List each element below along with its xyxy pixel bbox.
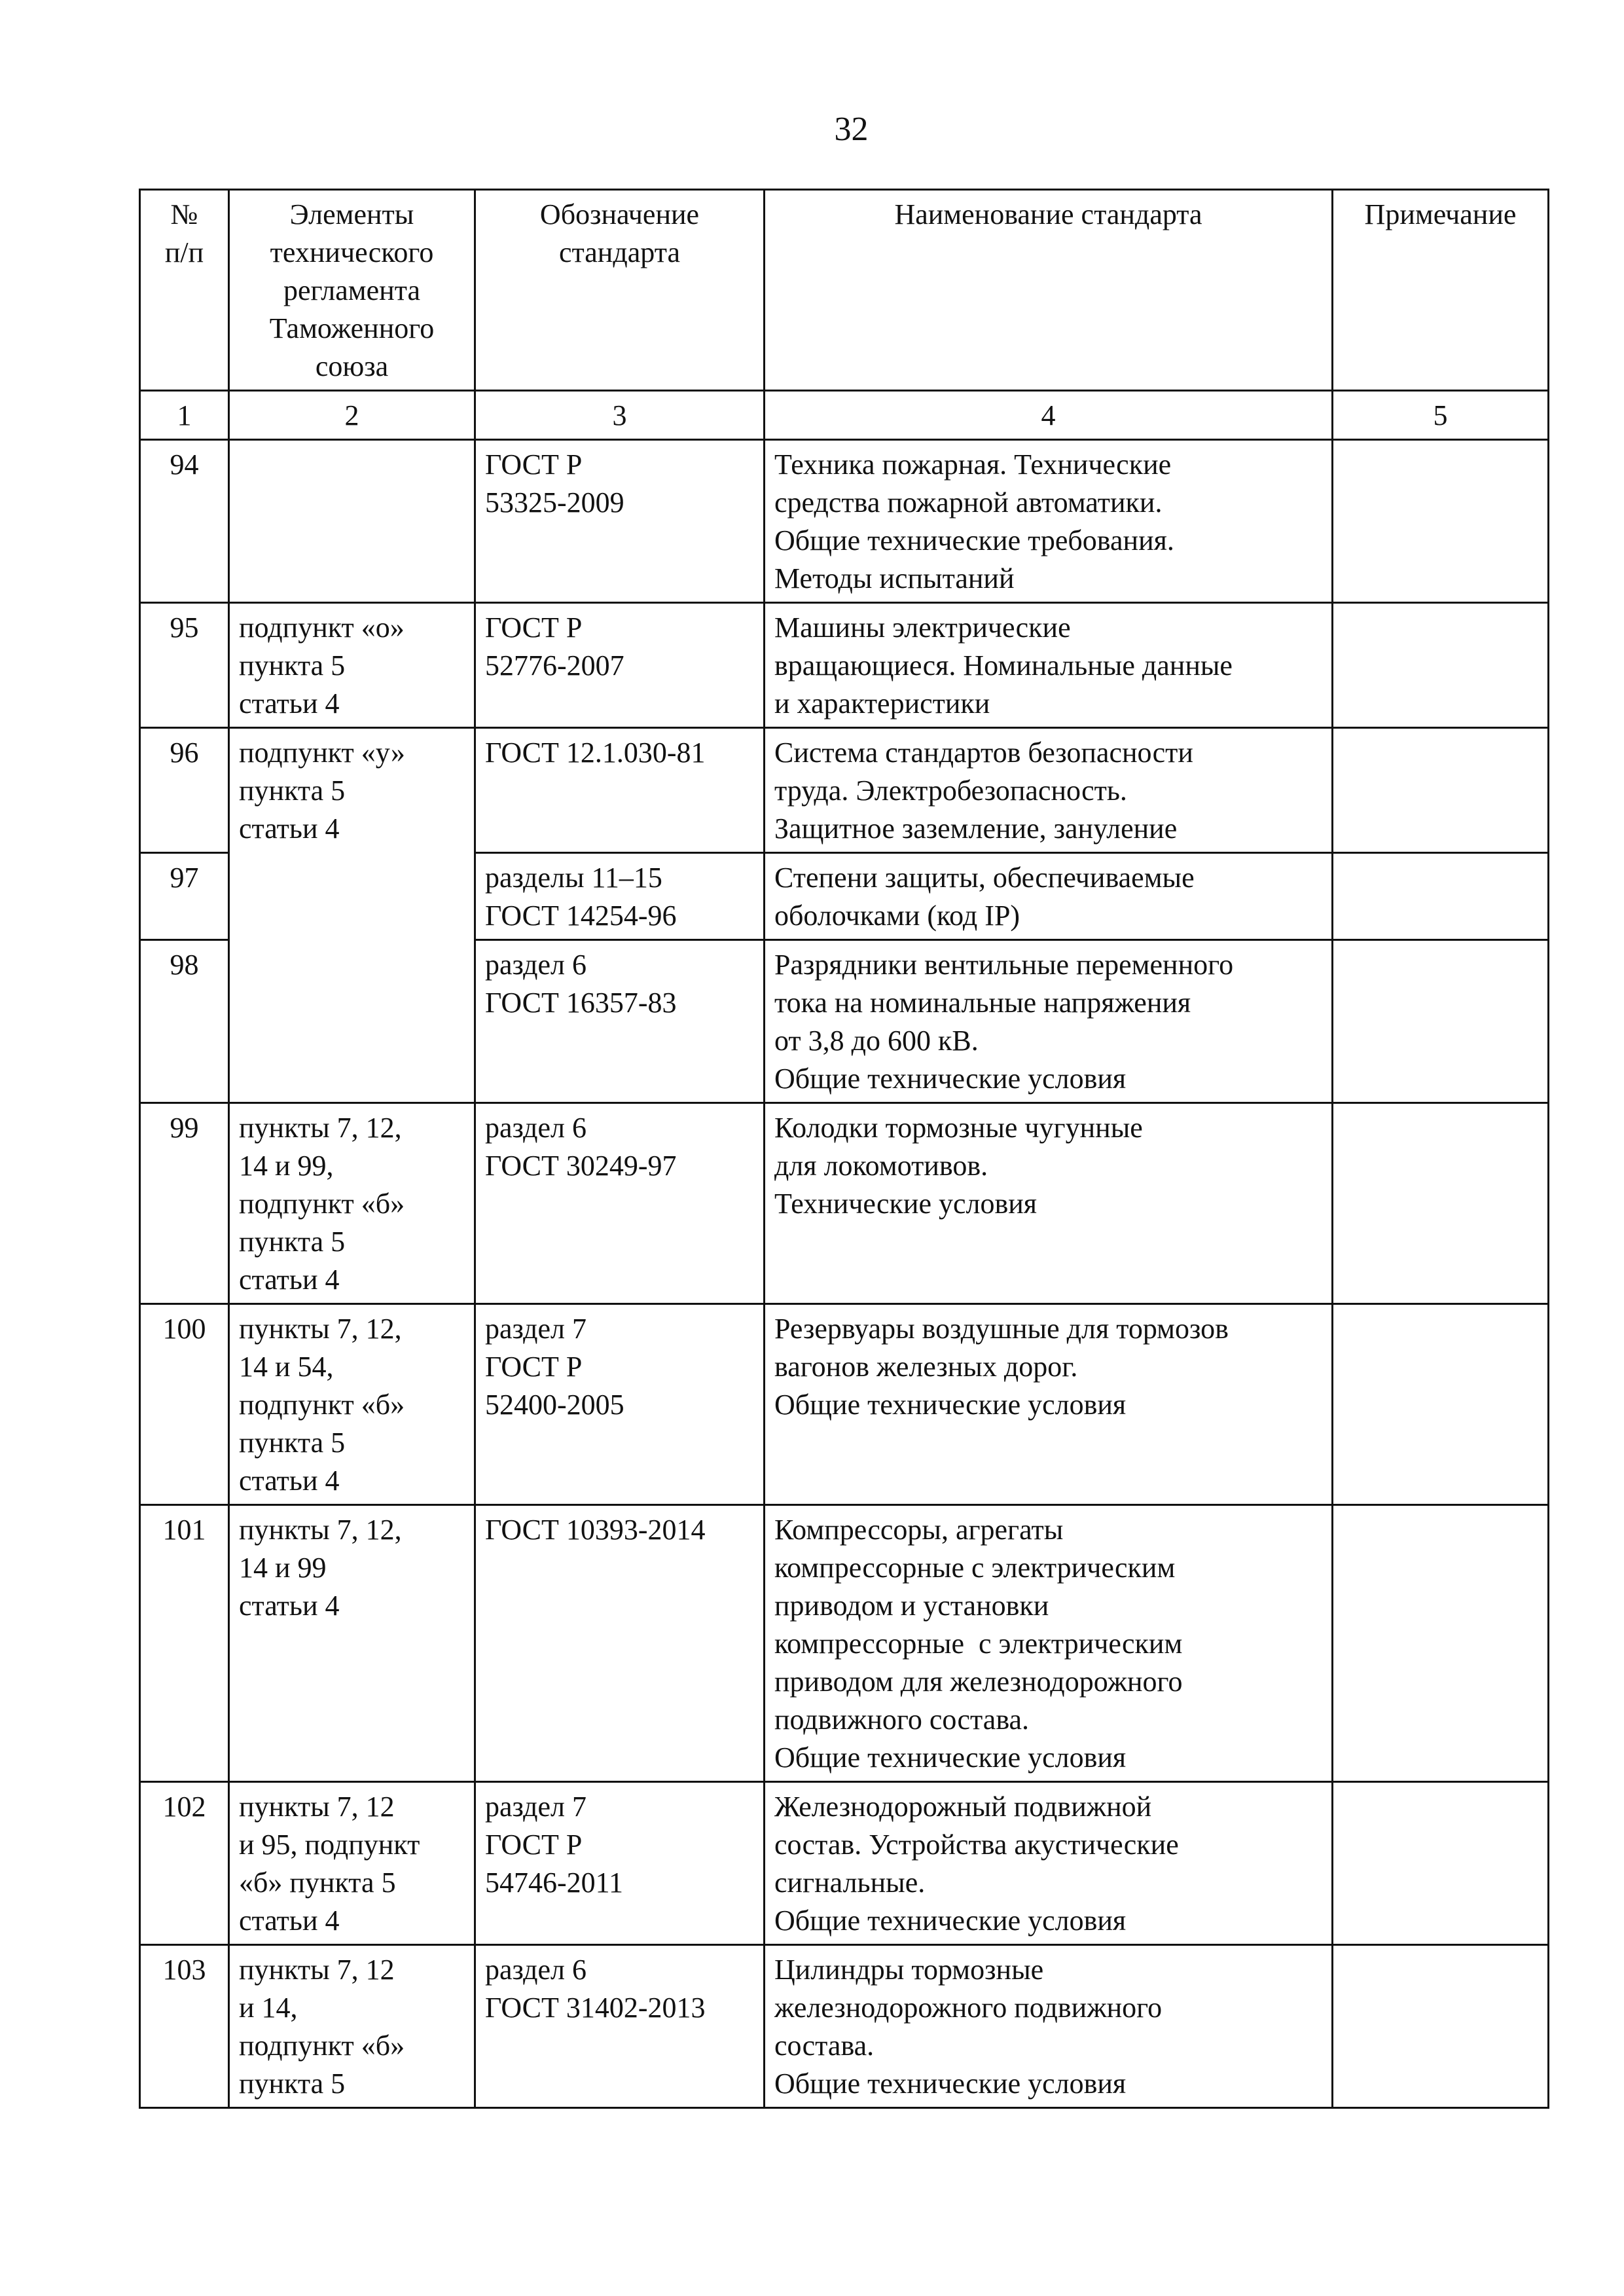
cell-line: оболочками (код IP): [774, 900, 1020, 932]
cell-line: статьи 4: [239, 812, 340, 845]
cell-line: Машины электрические: [774, 611, 1071, 644]
header-text: союза: [315, 350, 389, 382]
table-row: [140, 603, 1549, 728]
row-designation: [475, 1304, 765, 1505]
cell-line: пункта 5: [239, 2068, 346, 2100]
cell-line: раздел 6: [485, 1112, 586, 1144]
column-number-row: [140, 391, 1549, 440]
column-number: 3: [475, 391, 765, 440]
row-number: 96: [140, 728, 229, 853]
row-elements: [229, 1782, 475, 1945]
row-note: [1333, 940, 1549, 1103]
cell-line: подпункт «у»: [239, 737, 405, 769]
table-row: [140, 1782, 1549, 1945]
table-row: [140, 1103, 1549, 1304]
row-elements: [229, 1505, 475, 1782]
row-designation: [475, 1505, 765, 1782]
row-standard-name: [765, 1945, 1333, 2108]
row-designation: [475, 1103, 765, 1304]
cell-line: Техника пожарная. Технические: [774, 448, 1172, 481]
header-elements: [229, 190, 475, 391]
row-note: [1333, 603, 1549, 728]
header-note: [1333, 190, 1549, 391]
row-standard-name: [765, 1103, 1333, 1304]
cell-line: приводом и установки: [774, 1590, 1049, 1622]
cell-line: статьи 4: [239, 1590, 340, 1622]
cell-line: 53325-2009: [485, 486, 624, 519]
cell-line: подпункт «о»: [239, 611, 405, 644]
header-text: регламента: [283, 274, 421, 306]
header-number: [140, 190, 229, 391]
cell-line: Общие технические условия: [774, 1741, 1127, 1774]
cell-line: раздел 7: [485, 1791, 586, 1823]
row-elements: [229, 440, 475, 603]
cell-line: 14 и 99: [239, 1552, 327, 1584]
cell-line: Общие технические условия: [774, 1063, 1127, 1095]
cell-line: состав. Устройства акустические: [774, 1829, 1179, 1861]
row-number: 98: [140, 940, 229, 1103]
table-row: [140, 728, 1549, 853]
row-standard-name: [765, 940, 1333, 1103]
header-text: стандарта: [558, 236, 680, 268]
header-text: Элементы: [289, 198, 414, 230]
row-standard-name: [765, 728, 1333, 853]
row-note: [1333, 1782, 1549, 1945]
header-text: Таможенного: [269, 312, 435, 344]
cell-line: 54746-2011: [485, 1867, 624, 1899]
row-number: 100: [140, 1304, 229, 1505]
cell-line: ГОСТ Р: [485, 611, 583, 644]
row-designation: [475, 1945, 765, 2108]
cell-line: подпункт «б»: [239, 1188, 405, 1220]
cell-line: Система стандартов безопасности: [774, 737, 1193, 769]
cell-line: подпункт «б»: [239, 2030, 405, 2062]
cell-line: 52400-2005: [485, 1389, 624, 1421]
cell-line: пункта 5: [239, 649, 346, 682]
header-text: п/п: [164, 236, 204, 268]
row-elements: [229, 728, 475, 1103]
cell-line: раздел 6: [485, 1954, 586, 1986]
cell-line: ГОСТ Р: [485, 1351, 583, 1383]
row-elements: [229, 1103, 475, 1304]
row-note: [1333, 728, 1549, 853]
cell-line: вагонов железных дорог.: [774, 1351, 1078, 1383]
cell-line: пункта 5: [239, 774, 346, 807]
cell-line: компрессорные с электрическим: [774, 1552, 1176, 1584]
cell-line: разделы 11–15: [485, 862, 662, 894]
cell-line: Степени защиты, обеспечиваемые: [774, 862, 1195, 894]
cell-line: 52776-2007: [485, 649, 624, 682]
cell-line: ГОСТ 14254-96: [485, 900, 677, 932]
row-number: 101: [140, 1505, 229, 1782]
table-row: [140, 440, 1549, 603]
header-row: [140, 190, 1549, 391]
cell-line: пункта 5: [239, 1427, 346, 1459]
table-row: [140, 1304, 1549, 1505]
cell-line: подвижного состава.: [774, 1704, 1030, 1736]
cell-line: ГОСТ 16357-83: [485, 987, 677, 1019]
row-designation: [475, 1782, 765, 1945]
cell-line: Общие технические условия: [774, 1904, 1127, 1937]
table-row: [140, 1945, 1549, 2108]
cell-line: тока на номинальные напряжения: [774, 987, 1191, 1019]
cell-line: пункта 5: [239, 1226, 346, 1258]
row-designation: [475, 728, 765, 853]
cell-line: ГОСТ 31402-2013: [485, 1992, 706, 2024]
row-elements: [229, 603, 475, 728]
row-note: [1333, 440, 1549, 603]
header-designation: [475, 190, 765, 391]
cell-line: пункты 7, 12,: [239, 1514, 402, 1546]
row-note: [1333, 1505, 1549, 1782]
column-number: 4: [765, 391, 1333, 440]
cell-line: Разрядники вентильные переменного: [774, 949, 1234, 981]
cell-line: ГОСТ 10393-2014: [485, 1514, 706, 1546]
cell-line: железнодорожного подвижного: [774, 1992, 1163, 2024]
cell-line: ГОСТ 30249-97: [485, 1150, 677, 1182]
row-designation: [475, 853, 765, 940]
row-standard-name: [765, 853, 1333, 940]
row-note: [1333, 853, 1549, 940]
row-number: 95: [140, 603, 229, 728]
column-number: 2: [229, 391, 475, 440]
cell-line: Общие технические требования.: [774, 524, 1174, 556]
cell-line: Защитное заземление, зануление: [774, 812, 1178, 845]
cell-line: ГОСТ Р: [485, 448, 583, 481]
header-text: Примечание: [1364, 198, 1517, 230]
cell-line: раздел 6: [485, 949, 586, 981]
row-note: [1333, 1103, 1549, 1304]
cell-line: Общие технические условия: [774, 2068, 1127, 2100]
cell-line: Цилиндры тормозные: [774, 1954, 1044, 1986]
cell-line: Колодки тормозные чугунные: [774, 1112, 1143, 1144]
column-number: 5: [1333, 391, 1549, 440]
cell-line: подпункт «б»: [239, 1389, 405, 1421]
row-standard-name: [765, 1782, 1333, 1945]
cell-line: пункты 7, 12,: [239, 1112, 402, 1144]
row-number: 103: [140, 1945, 229, 2108]
row-standard-name: [765, 603, 1333, 728]
cell-line: статьи 4: [239, 1465, 340, 1497]
cell-line: вращающиеся. Номинальные данные: [774, 649, 1233, 682]
row-standard-name: [765, 1505, 1333, 1782]
cell-line: «б» пункта 5: [239, 1867, 396, 1899]
cell-line: и характеристики: [774, 687, 990, 720]
cell-line: статьи 4: [239, 1264, 340, 1296]
cell-line: пункты 7, 12,: [239, 1313, 402, 1345]
table-row: [140, 1505, 1549, 1782]
cell-line: Общие технические условия: [774, 1389, 1127, 1421]
row-number: 97: [140, 853, 229, 940]
cell-line: и 95, подпункт: [239, 1829, 420, 1861]
cell-line: 14 и 99,: [239, 1150, 334, 1182]
cell-line: от 3,8 до 600 кВ.: [774, 1025, 979, 1057]
cell-line: для локомотивов.: [774, 1150, 988, 1182]
cell-line: ГОСТ Р: [485, 1829, 583, 1861]
row-note: [1333, 1945, 1549, 2108]
cell-line: и 14,: [239, 1992, 298, 2024]
cell-line: ГОСТ 12.1.030-81: [485, 737, 706, 769]
cell-line: компрессорные с электрическим: [774, 1628, 1183, 1660]
cell-line: Технические условия: [774, 1188, 1038, 1220]
cell-line: статьи 4: [239, 687, 340, 720]
header-text: Наименование стандарта: [894, 198, 1202, 230]
cell-line: Методы испытаний: [774, 562, 1015, 594]
column-number: 1: [140, 391, 229, 440]
row-elements: [229, 1304, 475, 1505]
page-number: 32: [834, 111, 869, 148]
row-standard-name: [765, 1304, 1333, 1505]
cell-line: труда. Электробезопасность.: [774, 774, 1127, 807]
row-standard-name: [765, 440, 1333, 603]
header-text: Обозначение: [539, 198, 700, 230]
row-number: 102: [140, 1782, 229, 1945]
cell-line: Резервуары воздушные для тормозов: [774, 1313, 1229, 1345]
row-number: 99: [140, 1103, 229, 1304]
cell-line: состава.: [774, 2030, 875, 2062]
row-number: 94: [140, 440, 229, 603]
header-text: №: [170, 198, 198, 230]
row-designation: [475, 440, 765, 603]
standards-table: [139, 189, 1549, 2109]
cell-line: сигнальные.: [774, 1867, 926, 1899]
cell-line: статьи 4: [239, 1904, 340, 1937]
cell-line: 14 и 54,: [239, 1351, 334, 1383]
cell-line: приводом для железнодорожного: [774, 1666, 1183, 1698]
cell-line: раздел 7: [485, 1313, 586, 1345]
cell-line: средства пожарной автоматики.: [774, 486, 1163, 519]
row-elements: [229, 1945, 475, 2108]
cell-line: пункты 7, 12: [239, 1791, 395, 1823]
row-note: [1333, 1304, 1549, 1505]
row-designation: [475, 603, 765, 728]
cell-line: пункты 7, 12: [239, 1954, 395, 1986]
row-designation: [475, 940, 765, 1103]
header-text: технического: [270, 236, 434, 268]
cell-line: Железнодорожный подвижной: [774, 1791, 1152, 1823]
header-standard-name: [765, 190, 1333, 391]
cell-line: Компрессоры, агрегаты: [774, 1514, 1064, 1546]
